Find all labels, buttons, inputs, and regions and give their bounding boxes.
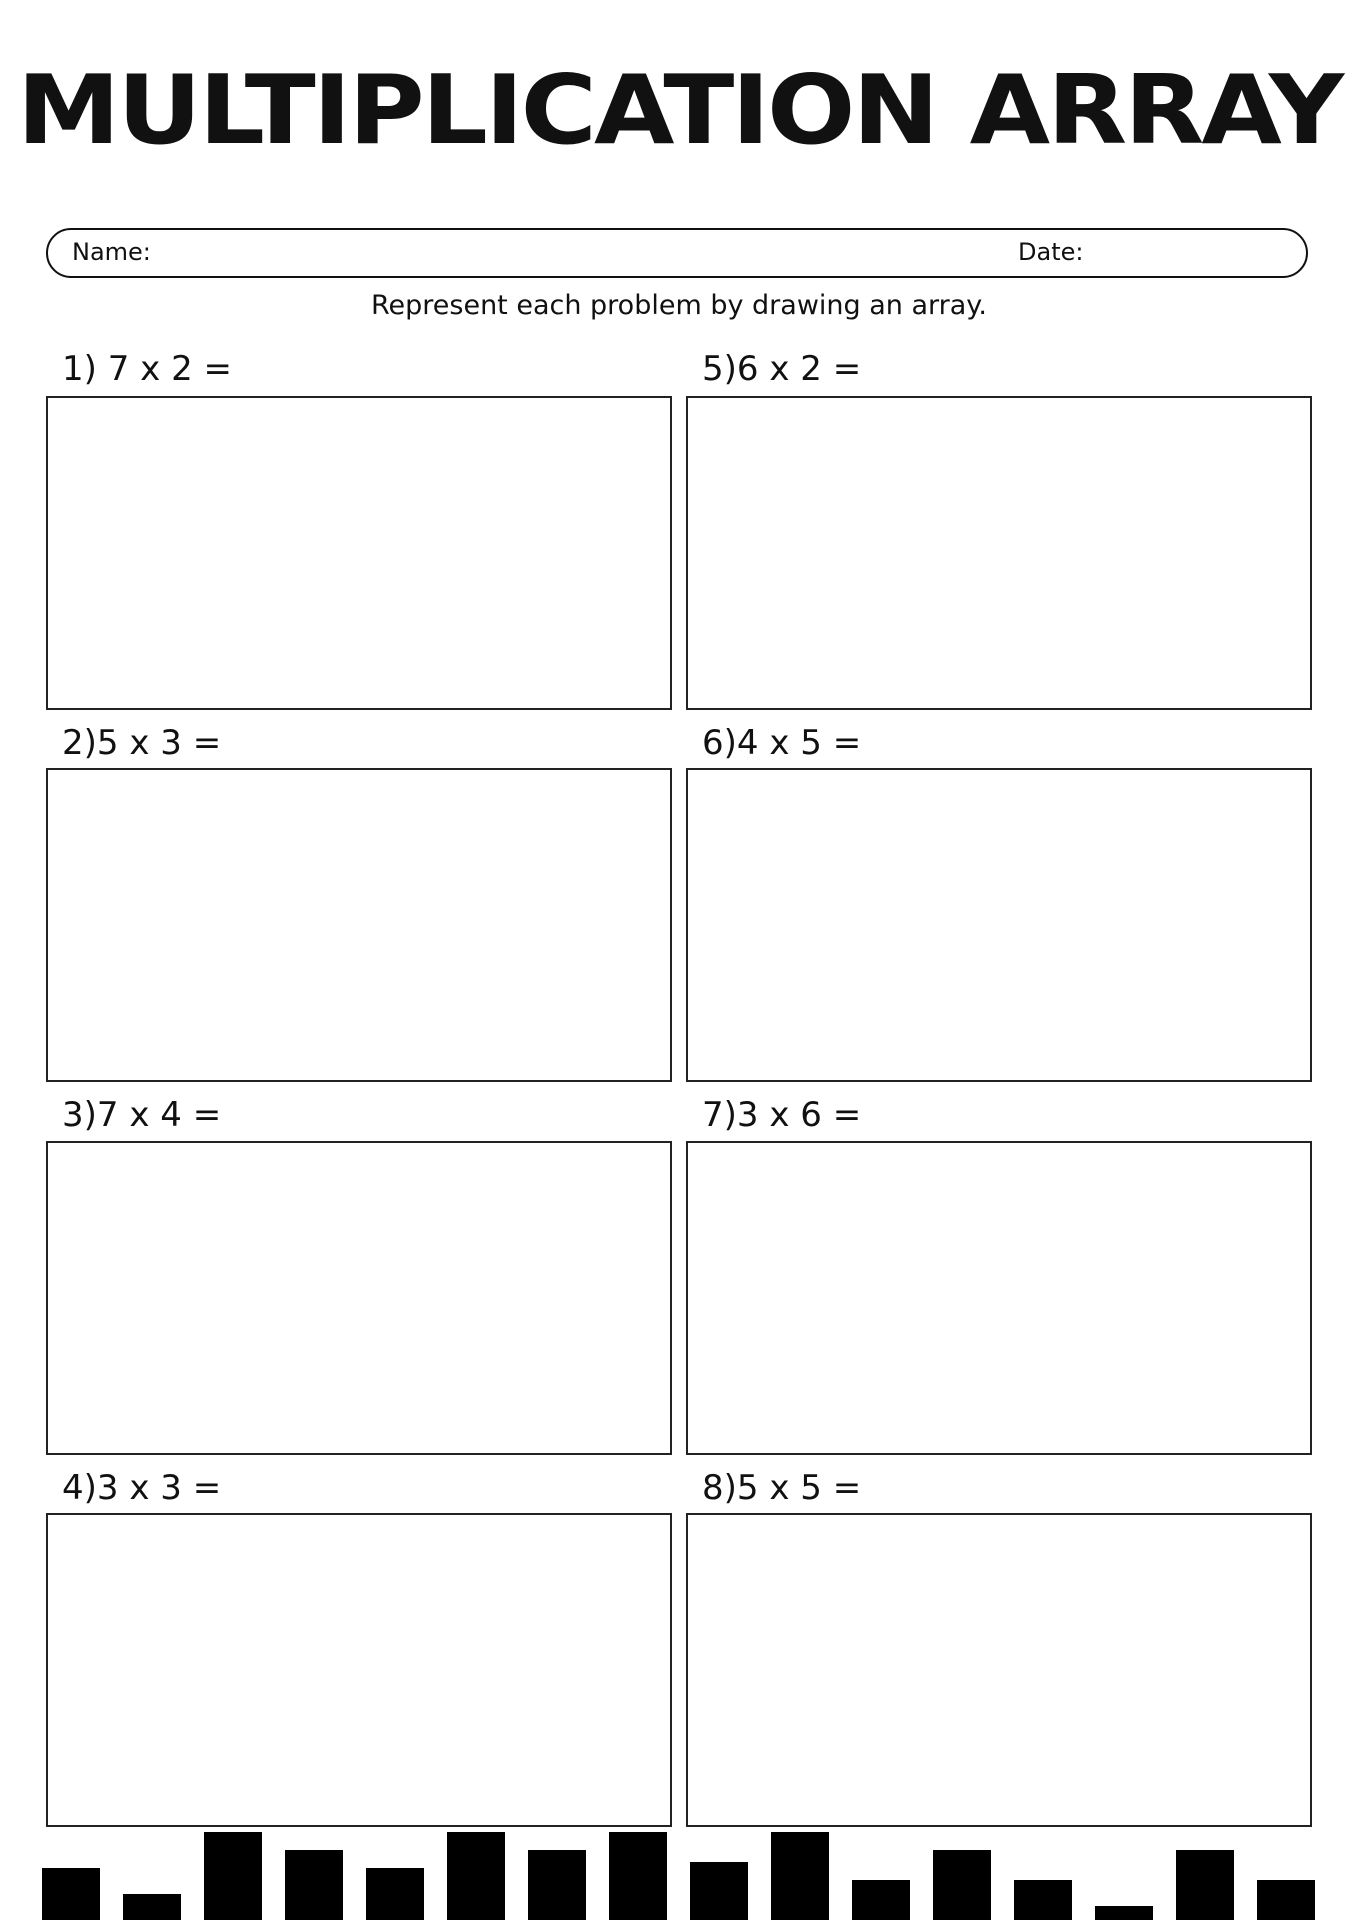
decorative-bar bbox=[771, 1832, 829, 1920]
decorative-bar bbox=[1176, 1850, 1234, 1920]
name-date-bar bbox=[46, 228, 1308, 278]
problem-6-label: 6)4 x 5 = bbox=[702, 723, 862, 763]
decorative-bar bbox=[42, 1868, 100, 1920]
problem-8-answer-box[interactable] bbox=[686, 1513, 1312, 1827]
problem-2-label: 2)5 x 3 = bbox=[62, 723, 222, 763]
decorative-bar bbox=[447, 1832, 505, 1920]
date-label: Date: bbox=[1018, 238, 1084, 266]
decorative-bar bbox=[690, 1862, 748, 1920]
decorative-bar bbox=[933, 1850, 991, 1920]
decorative-bar bbox=[204, 1832, 262, 1920]
problem-1-answer-box[interactable] bbox=[46, 396, 672, 710]
decorative-bar bbox=[123, 1894, 181, 1920]
decorative-bar bbox=[285, 1850, 343, 1920]
problem-7-answer-box[interactable] bbox=[686, 1141, 1312, 1455]
decorative-bar bbox=[366, 1868, 424, 1920]
problem-8-label: 8)5 x 5 = bbox=[702, 1468, 862, 1508]
problem-5-answer-box[interactable] bbox=[686, 396, 1312, 710]
problem-5-label: 5)6 x 2 = bbox=[702, 349, 862, 389]
problem-2-answer-box[interactable] bbox=[46, 768, 672, 1082]
problem-4-label: 4)3 x 3 = bbox=[62, 1468, 222, 1508]
decorative-bar bbox=[1014, 1880, 1072, 1920]
name-label: Name: bbox=[72, 238, 151, 266]
worksheet-title: MULTIPLICATION ARRAY bbox=[16, 53, 1342, 167]
decorative-bar bbox=[1095, 1906, 1153, 1920]
decorative-bar bbox=[1257, 1880, 1315, 1920]
problem-3-answer-box[interactable] bbox=[46, 1141, 672, 1455]
problem-6-answer-box[interactable] bbox=[686, 768, 1312, 1082]
problem-3-label: 3)7 x 4 = bbox=[62, 1095, 222, 1135]
decorative-bar bbox=[609, 1832, 667, 1920]
problem-7-label: 7)3 x 6 = bbox=[702, 1095, 862, 1135]
decorative-bar bbox=[528, 1850, 586, 1920]
decorative-bar-border bbox=[0, 1820, 1358, 1920]
problem-4-answer-box[interactable] bbox=[46, 1513, 672, 1827]
decorative-bar bbox=[852, 1880, 910, 1920]
problem-1-label: 1) 7 x 2 = bbox=[62, 349, 232, 389]
instructions-text: Represent each problem by drawing an array. bbox=[370, 290, 988, 321]
